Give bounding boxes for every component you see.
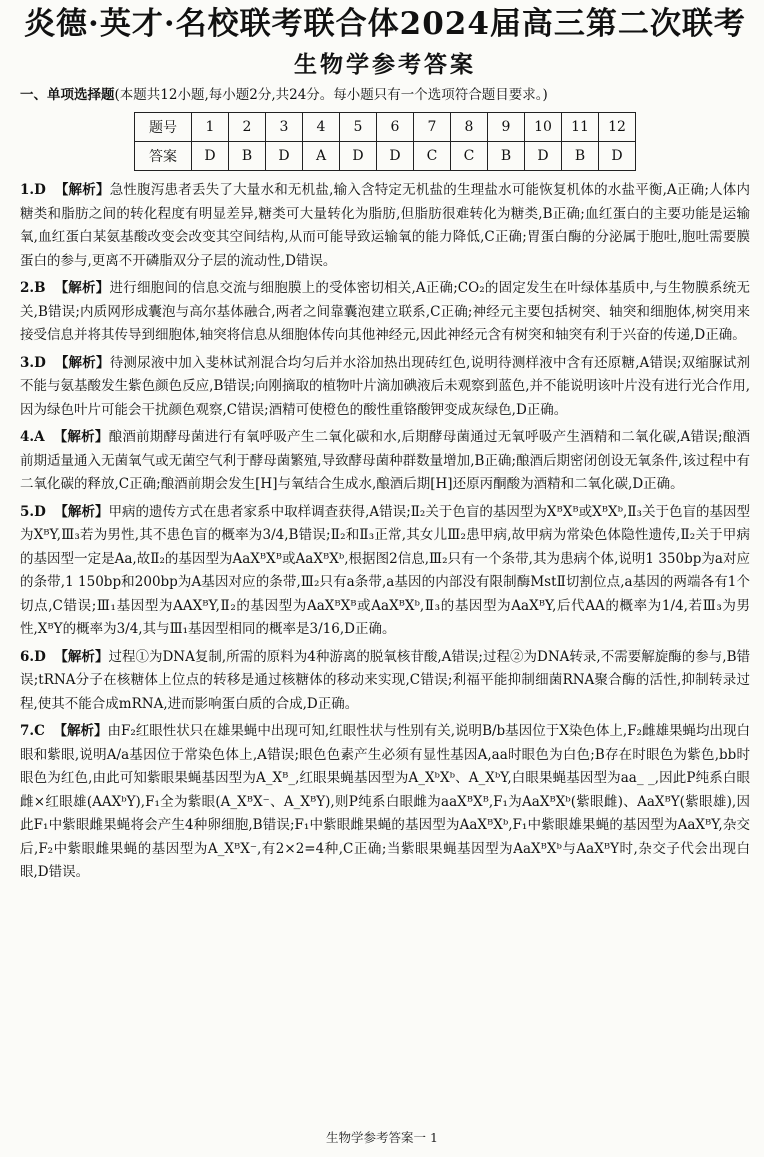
answer-cell: A [303,142,340,171]
item-text: 酿酒前期酵母菌进行有氧呼吸产生二氧化碳和水,后期酵母菌通过无氧呼吸产生酒精和二氧化碳,A错误;酿酒前期适量通入无菌氧气或无菌空气利于酵母菌繁殖,导致酵母菌种群数量增加,B正确;酿酒后期密闭创设无氧条件,该过程中有二氧化碳的释放,C正确;酿酒前期会发生[H]与氧结合生成水,酿酒后期[H]还原丙酮酸为酒精和二氧化碳,D正确。 [20,429,751,492]
question-number: 5 [340,113,377,142]
analysis-tag: 【解析】 [54,503,109,520]
item-text: 甲病的遗传方式在患者家系中取样调查获得,A错误;Ⅱ₂关于色盲的基因型为XᴮXᴮ或XᴮXᵇ,Ⅱ₃关于色盲的基因型为XᴮY,Ⅲ₃若为男性,其不患色盲的概率为3/4,B错误;Ⅱ₂和Ⅱ₃正常,其女儿Ⅲ₂患甲病,故甲病为常染色体隐性遗传,Ⅱ₂关于甲病的基因型一定是Aa,故Ⅱ₂的基因型为AaXᴮXᴮ或AaXᴮXᵇ,根据图2信息,Ⅲ₂只有一个条带,其为患病个体,说明1 350bp为a对应的条带,1 150bp和200bp为A基因对应的条带,Ⅲ₂只有a条带,a基因的内部没有限制酶MstⅡ切割位点,a基因的两端各有1个切点,C错误;Ⅲ₁基因型为AAXᴮY,Ⅱ₂的基因型为AaXᴮXᴮ或AaXᴮXᵇ,Ⅱ₃的基因型为AaXᴮY,后代AA的概率为1/4,若Ⅲ₃为男性,XᴮY的概率为3/4,其与Ⅲ₁基因型相同的概率是3/16,D正确。 [20,503,750,637]
item-text: 过程①为DNA复制,所需的原料为4种游离的脱氧核苷酸,A错误;过程②为DNA转录,不需要解旋酶的参与,B错误;tRNA分子在核糖体上位点的转移是通过核糖体的移动来实现,C错误;利福平能抑制细菌RNA聚合酶的活性,抑制转录过程,使其不能合成mRNA,进而影响蛋白质的合成,D正确。 [20,648,750,712]
question-number: 3 [266,113,303,142]
answer-cell: B [229,142,266,171]
question-number: 8 [451,113,488,142]
analysis-tag: 【解析】 [53,429,109,445]
answer-table [134,112,636,171]
answer-cell: B [488,142,525,171]
question-number: 9 [488,113,525,142]
explanation-item [20,501,750,642]
answer-cell: D [599,142,636,171]
table-row-label: 答案 [135,142,192,171]
item-number: 5.D [20,503,46,520]
item-number: 2.B [20,280,46,296]
analysis-tag: 【解析】 [54,648,109,665]
analysis-tag: 【解析】 [54,182,110,198]
explanation-item [20,352,750,423]
page-footer: 生物学参考答案一 1 [326,1130,438,1145]
item-text: 进行细胞间的信息交流与细胞膜上的受体密切相关,A正确;CO₂的固定发生在叶绿体基质中,与生物膜系统无关,B错误;内质网形成囊泡与高尔基体融合,两者之间靠囊泡建立联系,C正确;神经元主要包括树突、轴突和细胞体,树突用来接受信息并将其传导到细胞体,轴突将信息从细胞体传向其他神经元,因此神经元含有树突和轴突有利于兴奋的传递,D正确。 [20,280,750,343]
answer-cell: B [562,142,599,171]
page-title: 炎德·英才·名校联考联合体2024届高三第二次联考 [24,6,746,42]
answer-cell: D [525,142,562,171]
question-number: 1 [192,113,229,142]
item-number: 3.D [20,354,46,371]
answer-cell: D [377,142,414,171]
table-row-label: 题号 [135,113,192,142]
answer-cell: C [414,142,451,171]
question-number: 6 [377,113,414,142]
answer-cell: C [451,142,488,171]
explanation-item [20,277,750,348]
explanation-item [20,179,750,273]
answer-cell: D [266,142,303,171]
question-number: 10 [525,113,562,142]
item-number: 1.D [20,182,46,198]
question-number: 11 [562,113,599,142]
explanation-item [20,720,750,885]
answer-table-answer-row [135,142,636,171]
question-number: 7 [414,113,451,142]
answer-page [0,4,764,1157]
answer-cell: D [340,142,377,171]
question-number: 4 [303,113,340,142]
explanation-item [20,646,750,717]
page-subtitle: 生物学参考答案 [294,52,476,78]
explanation-item [20,426,750,497]
analysis-tag: 【解析】 [53,723,108,739]
section-instruction: (本题共12小题,每小题2分,共24分。每小题只有一个选项符合题目要求。) [114,87,548,103]
item-text: 待测尿液中加入斐林试剂混合均匀后并水浴加热出现砖红色,说明待测样液中含有还原糖,A错误;双缩脲试剂不能与氨基酸发生紫色颜色反应,B错误;向刚摘取的植物叶片滴加碘液后未观察到蓝色,并不能说明该叶片没有进行光合作用,因为绿色叶片可能会干扰颜色观察,C错误;酒精可使橙色的酸性重铬酸钾变成灰绿色,D正确。 [20,354,751,418]
analysis-tag: 【解析】 [54,280,110,296]
item-number: 4.A [20,429,45,445]
question-number: 2 [229,113,266,142]
item-number: 7.C [20,723,45,739]
question-number: 12 [599,113,636,142]
item-number: 6.D [20,648,46,665]
analysis-tag: 【解析】 [54,354,110,371]
section-heading [20,84,750,106]
answer-table-number-row [135,113,636,142]
section-title: 一、单项选择题 [20,87,115,103]
item-text: 由F₂红眼性状只在雄果蝇中出现可知,红眼性状与性别有关,说明B/b基因位于X染色体上,F₂雌雄果蝇均出现白眼和紫眼,说明A/a基因位于常染色体上,A错误;眼色色素产生必须有显性基因A,aa时眼色为白色;B存在时眼色为紫色,bb时眼色为红色,由此可知紫眼果蝇基因型为A_Xᴮ_,红眼果蝇基因型为A_XᵇXᵇ、A_XᵇY,白眼果蝇基因型为aa_ _,因此P纯系白眼雌×红眼雄(AAXᵇY),F₁全为紫眼(A_XᴮX⁻、A_XᴮY),则P纯系白眼雌为aaXᴮXᴮ,F₁为AaXᴮXᵇ(紫眼雌)、AaXᴮY(紫眼雄),因此F₁中紫眼雌果蝇将会产生4种卵细胞,B错误;F₁中紫眼雌果蝇的基因型为AaXᴮXᵇ,F₁中紫眼雄果蝇的基因型为AaXᴮY,杂交后,F₂中紫眼雌果蝇的基因型为A_XᴮX⁻,有2×2=4种,C正确;当紫眼果蝇基因型为AaXᴮXᵇ与AaXᴮY时,杂交子代会出现白眼,D错误。 [20,723,750,880]
item-text: 急性腹泻患者丢失了大量水和无机盐,输入含特定无机盐的生理盐水可能恢复机体的水盐平衡,A正确;人体内糖类和脂肪之间的转化程度有明显差异,糖类可大量转化为脂肪,但脂肪很难转化为糖类,B正确;血红蛋白的主要功能是运输氧,血红蛋白某氨基酸改变会改变其空间结构,从而可能导致运输氧的能力降低,C正确;胃蛋白酶的分泌属于胞吐,胞吐需要膜蛋白的参与,更离不开磷脂双分子层的流动性,D错误。 [20,182,751,269]
answer-cell: D [192,142,229,171]
